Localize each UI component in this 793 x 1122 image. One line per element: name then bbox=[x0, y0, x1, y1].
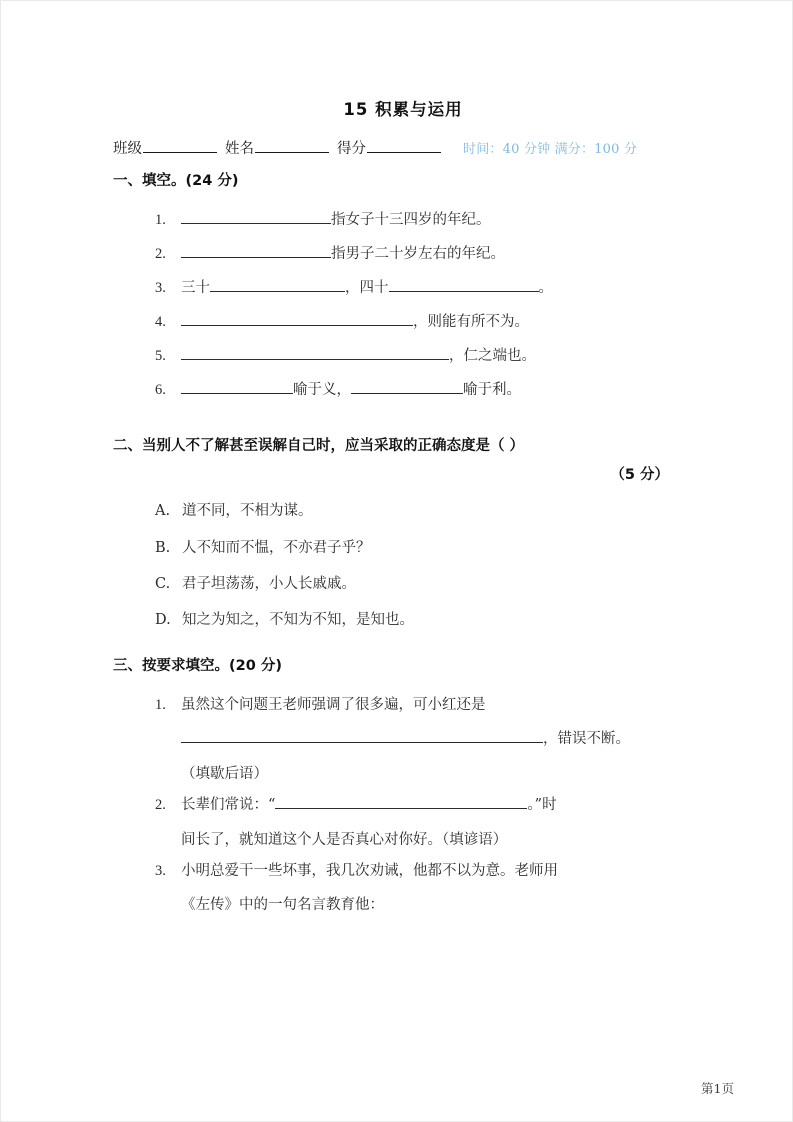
question-text: 间长了，就知道这个人是否真心对你好。（填谚语） bbox=[181, 831, 508, 848]
score-blank[interactable] bbox=[367, 138, 441, 153]
question-number: 6. bbox=[155, 381, 166, 398]
question-line bbox=[155, 694, 683, 716]
answer-blank[interactable] bbox=[389, 277, 539, 292]
name-label: 姓名 bbox=[225, 141, 254, 157]
question-number: 2. bbox=[155, 245, 166, 262]
section-1-items bbox=[113, 209, 683, 401]
name-field[interactable] bbox=[225, 137, 329, 158]
question-body bbox=[181, 277, 553, 299]
question-number: 1. bbox=[155, 696, 166, 713]
question-text-post: 。”时 bbox=[527, 797, 557, 814]
choice-option-b[interactable] bbox=[113, 537, 683, 559]
answer-blank[interactable] bbox=[275, 794, 527, 809]
question-item bbox=[113, 379, 683, 401]
question-text: ，仁之端也。 bbox=[449, 347, 536, 364]
choice-key: D. bbox=[155, 612, 171, 629]
question-item bbox=[113, 243, 683, 265]
question-text: 小明总爱干一些坏事，我几次劝诫，他都不以为意。老师用 bbox=[181, 863, 558, 879]
question-item bbox=[113, 794, 683, 851]
question-item bbox=[113, 860, 683, 917]
question-text: ，错误不断。 bbox=[543, 731, 630, 748]
question-item bbox=[113, 694, 683, 785]
class-field[interactable] bbox=[113, 137, 217, 158]
choice-key: C. bbox=[155, 575, 171, 592]
choice-text: 人不知而不愠，不亦君子乎？ bbox=[182, 539, 371, 556]
choice-option-c[interactable] bbox=[113, 573, 683, 595]
question-text: 指男子二十岁左右的年纪。 bbox=[331, 245, 505, 262]
choice-key: B. bbox=[155, 539, 171, 556]
choice-key: A. bbox=[155, 503, 171, 520]
question-number: 1. bbox=[155, 211, 166, 228]
page-title: 15 积累与运用 bbox=[343, 100, 463, 119]
question-text-mid: 喻于义， bbox=[293, 381, 351, 398]
question-number: 3. bbox=[155, 279, 166, 296]
question-body bbox=[181, 345, 536, 367]
answer-blank[interactable] bbox=[181, 728, 543, 743]
question-body bbox=[181, 209, 491, 231]
question-text-post: 喻于利。 bbox=[463, 381, 521, 398]
question-text: 《左传》中的一句名言教育他： bbox=[181, 897, 384, 914]
question-number: 3. bbox=[155, 863, 166, 879]
question-item bbox=[113, 277, 683, 299]
class-blank[interactable] bbox=[143, 138, 217, 153]
class-label: 班级 bbox=[113, 141, 142, 157]
score-field[interactable] bbox=[337, 137, 441, 158]
question-line bbox=[155, 728, 683, 750]
exam-meta-info: 时间：40 分钟 满分：100 分 bbox=[463, 142, 638, 157]
answer-blank[interactable] bbox=[181, 243, 331, 258]
answer-blank[interactable] bbox=[181, 379, 293, 394]
question-text-post: 。 bbox=[538, 279, 553, 296]
choice-text: 君子坦荡荡，小人长戚戚。 bbox=[182, 575, 356, 592]
question-text: 虽然这个问题王老师强调了很多遍，可小红还是 bbox=[181, 696, 486, 713]
question-text: ，则能有所不为。 bbox=[413, 313, 529, 330]
question-number: 5. bbox=[155, 347, 166, 364]
student-info-row bbox=[113, 137, 683, 158]
question-text: 指女子十三四岁的年纪。 bbox=[331, 211, 491, 228]
section-heading-1: 一、填空。(24 分) bbox=[113, 173, 239, 189]
section-3-items bbox=[113, 694, 683, 917]
question-item bbox=[113, 209, 683, 231]
section-heading-2: 二、当别人不了解甚至误解自己时，应当采取的正确态度是（ ） bbox=[113, 437, 525, 454]
choice-option-a[interactable] bbox=[113, 500, 683, 522]
name-blank[interactable] bbox=[255, 138, 329, 153]
answer-blank[interactable] bbox=[210, 277, 345, 292]
score-label: 得分 bbox=[337, 141, 366, 157]
question-text-pre: 三十 bbox=[181, 279, 210, 296]
section-2-choices bbox=[113, 500, 683, 632]
question-text-pre: 长辈们常说：“ bbox=[181, 797, 276, 814]
choice-option-d[interactable] bbox=[113, 609, 683, 631]
question-body bbox=[181, 311, 529, 333]
question-body bbox=[181, 243, 505, 265]
question-line bbox=[155, 763, 683, 785]
section-heading-3: 三、按要求填空。(20 分) bbox=[113, 657, 282, 674]
answer-blank[interactable] bbox=[181, 311, 413, 326]
question-line bbox=[155, 829, 683, 851]
answer-blank[interactable] bbox=[351, 379, 463, 394]
question-text-mid: ，四十 bbox=[345, 279, 389, 296]
question-number: 2. bbox=[155, 797, 166, 814]
question-number: 4. bbox=[155, 313, 166, 330]
worksheet-content bbox=[113, 96, 683, 926]
answer-type-hint: （填歇后语） bbox=[181, 765, 268, 782]
answer-blank[interactable] bbox=[181, 345, 449, 360]
choice-text: 知之为知之，不知为不知，是知也。 bbox=[182, 612, 414, 629]
question-line bbox=[155, 794, 683, 816]
question-line bbox=[155, 894, 683, 916]
page-footer: 第1页 bbox=[701, 1081, 734, 1096]
question-item bbox=[113, 345, 683, 367]
question-body bbox=[181, 379, 521, 401]
question-item bbox=[113, 311, 683, 333]
section-2-points: （5 分） bbox=[610, 467, 669, 484]
choice-text: 道不同，不相为谋。 bbox=[182, 503, 313, 520]
question-line bbox=[155, 860, 683, 882]
answer-blank[interactable] bbox=[181, 209, 331, 224]
